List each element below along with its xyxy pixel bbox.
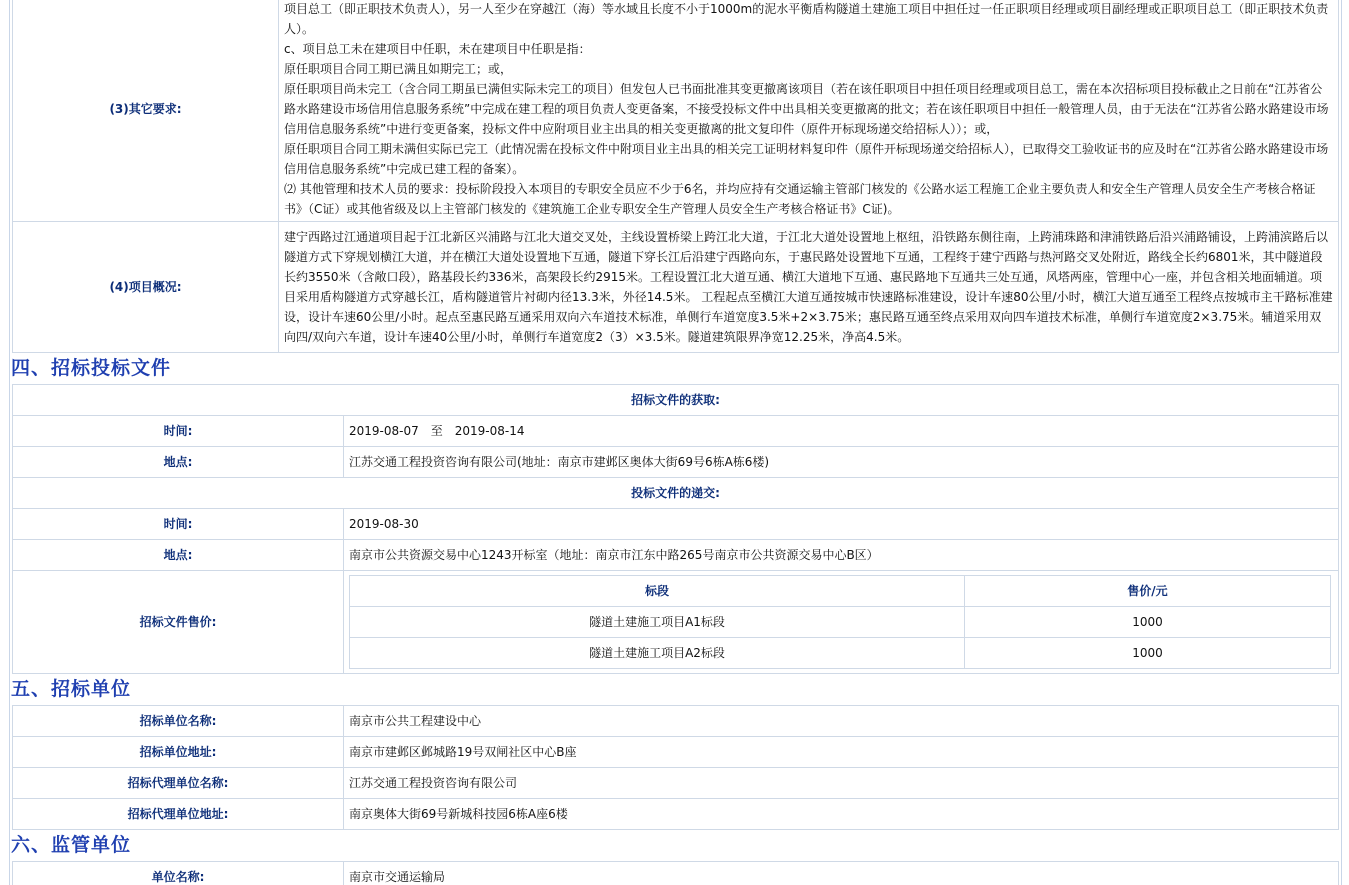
submit-time-row xyxy=(13,509,1339,540)
obtain-header: 招标文件的获取: xyxy=(13,385,1339,416)
requirement-line: ⑵ 其他管理和技术人员的要求：投标阶段投入本项目的专职安全员应不少于6名，并均应持有交通运输主管部门核发的《公路水运工程施工企业主要负责人和安全生产管理人员安全生产考核合格证书》（C证）或其他省级及以上主管部门核发的《建筑施工企业专职安全生产管理人员安全生产考核合格证书》C证)。 xyxy=(284,181,1316,216)
requirement-line: 原任职项目合同工期已满且如期完工；或， xyxy=(284,61,513,76)
obtain-place-row xyxy=(13,447,1339,478)
table-row xyxy=(350,638,1331,669)
price-section-name: 隧道土建施工项目A2标段 xyxy=(350,638,965,669)
agent-name-value: 江苏交通工程投资咨询有限公司 xyxy=(344,768,1339,799)
table-row xyxy=(13,768,1339,799)
price-value: 1000 xyxy=(965,607,1331,638)
obtain-time-value: 2019-08-07 至 2019-08-14 xyxy=(344,416,1339,447)
table-row xyxy=(13,706,1339,737)
table-row xyxy=(13,737,1339,768)
submit-time-label: 时间: xyxy=(13,509,344,540)
requirement-line: 原任职项目合同工期未满但实际已完工（此情况需在投标文件中附项目业主出具的相关完工证明材料复印件（原件开标现场递交给招标人），已取得交工验收证书的应及时在“江苏省公路水路建设市场信用信息服务系统”中完成已建工程的备案）。 xyxy=(284,141,1329,176)
requirement-line: 项目总工（即正职技术负责人），另一人至少在穿越江（海）等水域且长度不小于1000m的泥水平衡盾构隧道土建施工项目中担任过一任正职项目经理或项目副经理或正职项目总工（即正职技术负责人）。 xyxy=(284,1,1329,36)
table-row xyxy=(350,607,1331,638)
submit-place-label: 地点: xyxy=(13,540,344,571)
bidding-documents-table xyxy=(12,384,1339,674)
obtain-time-label: 时间: xyxy=(13,416,344,447)
price-table-header-row xyxy=(350,576,1331,607)
obtain-header-row xyxy=(13,385,1339,416)
section-title-supervisor: 六、监管单位 xyxy=(11,834,132,856)
page xyxy=(9,0,1342,885)
price-col-section-header: 标段 xyxy=(350,576,965,607)
supervisor-table xyxy=(12,861,1339,885)
table-row xyxy=(13,799,1339,830)
section-title-bidding-documents: 四、招标投标文件 xyxy=(11,357,172,379)
price-row xyxy=(13,571,1339,674)
submit-place-value: 南京市公共资源交易中心1243开标室（地址：南京市江东中路265号南京市公共资源交易中心B区） xyxy=(344,540,1339,571)
submit-time-value: 2019-08-30 xyxy=(344,509,1339,540)
agent-address-value: 南京奥体大街69号新城科技园6栋A座6楼 xyxy=(344,799,1339,830)
agent-address-label: 招标代理单位地址: xyxy=(13,799,344,830)
supervisor-name-value: 南京市交通运输局 xyxy=(344,862,1339,885)
price-value: 1000 xyxy=(965,638,1331,669)
price-table xyxy=(349,575,1331,669)
tenderer-address-label: 招标单位地址: xyxy=(13,737,344,768)
tenderer-name-value: 南京市公共工程建设中心 xyxy=(344,706,1339,737)
submit-header-row xyxy=(13,478,1339,509)
price-section-name: 隧道土建施工项目A1标段 xyxy=(350,607,965,638)
price-table-cell xyxy=(344,571,1339,674)
project-overview-label: (4)项目概况: xyxy=(13,222,279,353)
requirements-table xyxy=(12,0,1339,353)
requirement-line: c、项目总工未在建项目中任职，未在建项目中任职是指： xyxy=(284,41,591,56)
obtain-place-label: 地点: xyxy=(13,447,344,478)
project-overview-content: 建宁西路过江通道项目起于江北新区兴浦路与江北大道交叉处，主线设置桥梁上跨江北大道，于江北大道处设置地上枢纽，沿铁路东侧往南，上跨浦珠路和津浦铁路后沿兴浦路铺设，上跨浦滨路后以隧道方式下穿规划横江大道，并在横江大道处设置地下互通，隧道下穿长江后沿建宁西路向东，于惠民路处设置地下互通，工程终于建宁西路与热河路交叉处附近，路线全长约6801米，其中隧道段长约3550米（含敞口段），路基段长约336米，高架段长约2915米。工程设置江北大道互通、横江大道地下互通、惠民路地下互通共三处互通，风塔两座，管理中心一座，并包含相关地面辅道。项目采用盾构隧道方式穿越长江，盾构隧道管片衬砌内径13.3米，外径14.5米。 工程起点至横江大道互通按城市快速路标准建设，设计车速80公里/小时，横江大道互通至工程终点按城市主干路标准建设，设计车速60公里/小时。起点至惠民路互通采用双向六车道技术标准，单侧行车道宽度3.5米+2×3.75米；惠民路互通至终点采用双向四车道技术标准，单侧行车道宽度2×3.75米。辅道采用双向四/双向六车道，设计车速40公里/小时，单侧行车道宽度2（3）×3.5米。隧道建筑限界净宽12.25米，净高4.5米。 xyxy=(279,222,1339,353)
tenderer-name-label: 招标单位名称: xyxy=(13,706,344,737)
tenderer-table xyxy=(12,705,1339,830)
other-requirements-row xyxy=(13,0,1339,222)
agent-name-label: 招标代理单位名称: xyxy=(13,768,344,799)
price-col-price-header: 售价/元 xyxy=(965,576,1331,607)
table-row xyxy=(13,862,1339,885)
obtain-place-value: 江苏交通工程投资咨询有限公司(地址：南京市建邺区奥体大街69号6栋A栋6楼) xyxy=(344,447,1339,478)
obtain-time-row xyxy=(13,416,1339,447)
other-requirements-label: (3)其它要求: xyxy=(13,0,279,222)
other-requirements-content xyxy=(279,0,1339,222)
price-label: 招标文件售价: xyxy=(13,571,344,674)
project-overview-row xyxy=(13,222,1339,353)
submit-header: 投标文件的递交: xyxy=(13,478,1339,509)
tenderer-address-value: 南京市建邺区邺城路19号双闸社区中心B座 xyxy=(344,737,1339,768)
requirement-line: 原任职项目尚未完工（含合同工期虽已满但实际未完工的项目）但发包人已书面批准其变更撤离该项目（若在该任职项目中担任项目经理或项目总工，需在本次招标项目投标截止之日前在“江苏省公路水路建设市场信用信息服务系统”中完成在建工程的项目负责人变更备案，不接受投标文件中出具相关变更撤离的批文；若在该任职项目中担任一般管理人员，由于无法在“江苏省公路水路建设市场信用信息服务系统”中进行变更备案，投标文件中应附项目业主出具的相关变更撤离的批文复印件（原件开标现场递交给招标人））；或， xyxy=(284,81,1329,136)
supervisor-name-label: 单位名称: xyxy=(13,862,344,885)
submit-place-row xyxy=(13,540,1339,571)
section-title-tenderer: 五、招标单位 xyxy=(11,678,132,700)
